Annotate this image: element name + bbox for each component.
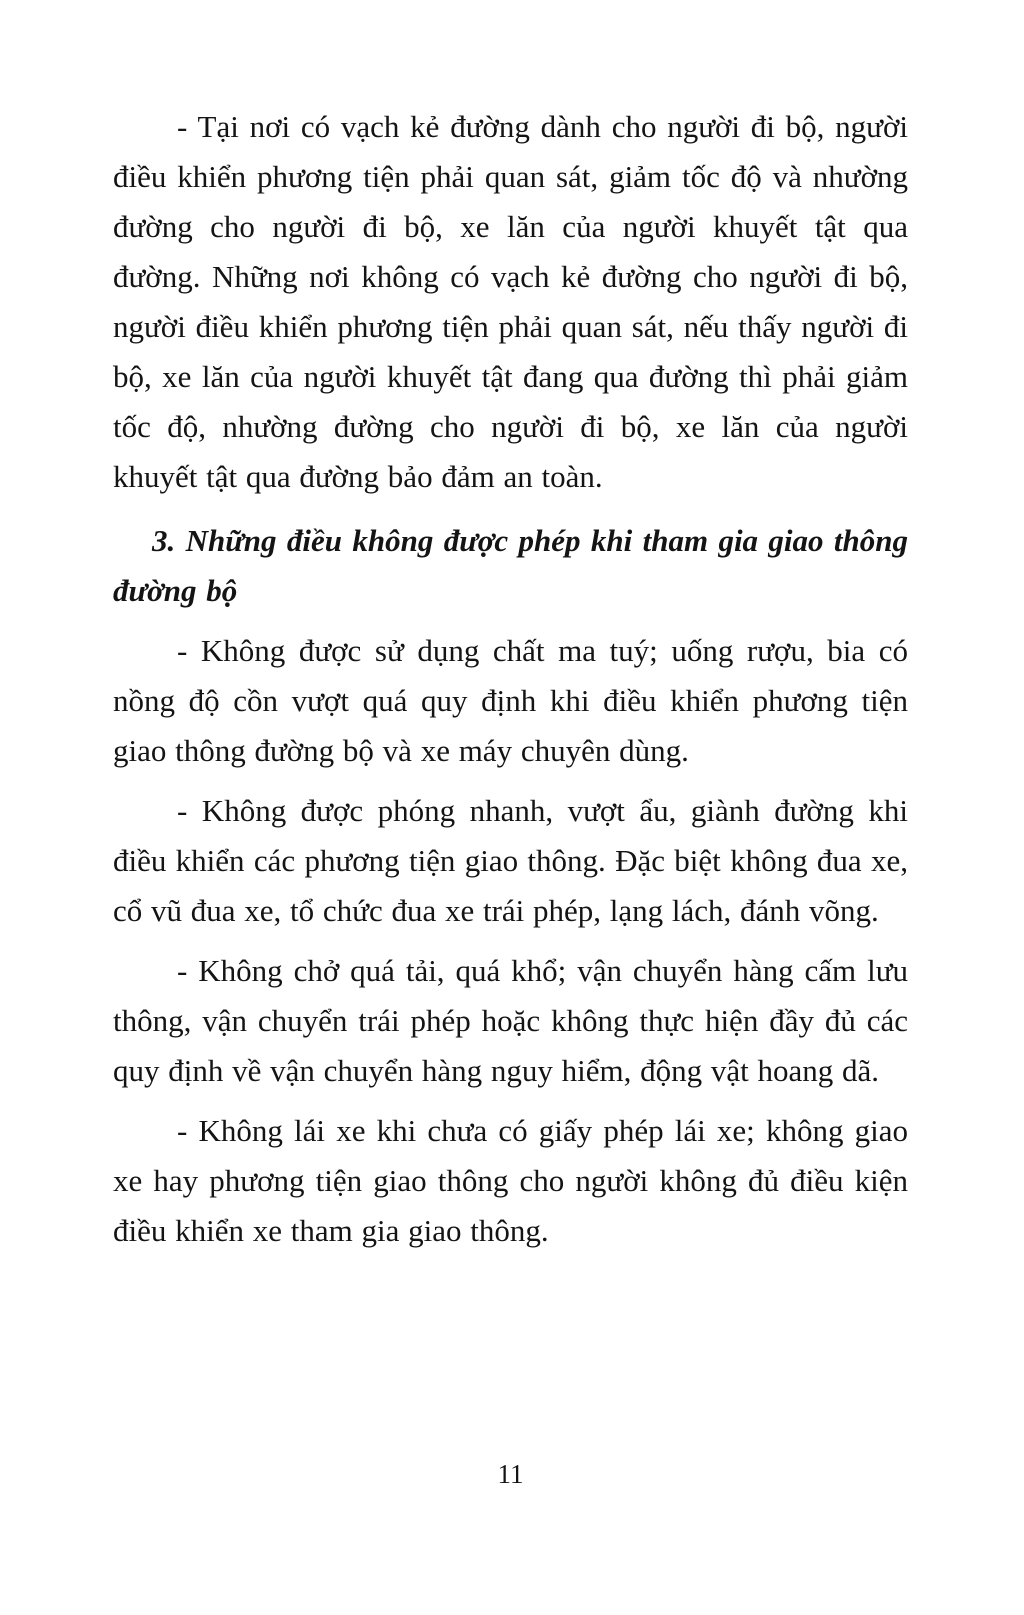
page-number: 11 [497, 1459, 524, 1489]
paragraph-pedestrian-crossing: - Tại nơi có vạch kẻ đường dành cho người đi bộ, người điều khiển phương tiện phải quan sát, giảm tốc độ và nhường đường cho người đi bộ, xe lăn của người khuyết tật qua đường. Những nơi không có vạch kẻ đường cho người đi bộ, người điều khiển phương tiện phải quan sát, nếu thấy người đi bộ, xe lăn của người khuyết tật đang qua đường thì phải giảm tốc độ, nhường đường cho người đi bộ, xe lăn của người khuyết tật qua đường bảo đảm an toàn. [113, 109, 908, 494]
section-heading: 3. Những điều không được phép khi tham gia giao thông đường bộ [113, 523, 908, 608]
page-content [113, 102, 908, 1266]
paragraph-overload: - Không chở quá tải, quá khổ; vận chuyển hàng cấm lưu thông, vận chuyển trái phép hoặc không thực hiện đầy đủ các quy định về vận chuyển hàng nguy hiểm, động vật hoang dã. [113, 953, 908, 1088]
paragraph-alcohol-drugs: - Không được sử dụng chất ma tuý; uống rượu, bia có nồng độ cồn vượt quá quy định khi điều khiển phương tiện giao thông đường bộ và xe máy chuyên dùng. [113, 633, 908, 768]
paragraph-license: - Không lái xe khi chưa có giấy phép lái xe; không giao xe hay phương tiện giao thông cho người không đủ điều kiện điều khiển xe tham gia giao thông. [113, 1113, 908, 1248]
paragraph-racing: - Không được phóng nhanh, vượt ẩu, giành đường khi điều khiển các phương tiện giao thông. Đặc biệt không đua xe, cổ vũ đua xe, tổ chức đua xe trái phép, lạng lách, đánh võng. [113, 793, 908, 928]
